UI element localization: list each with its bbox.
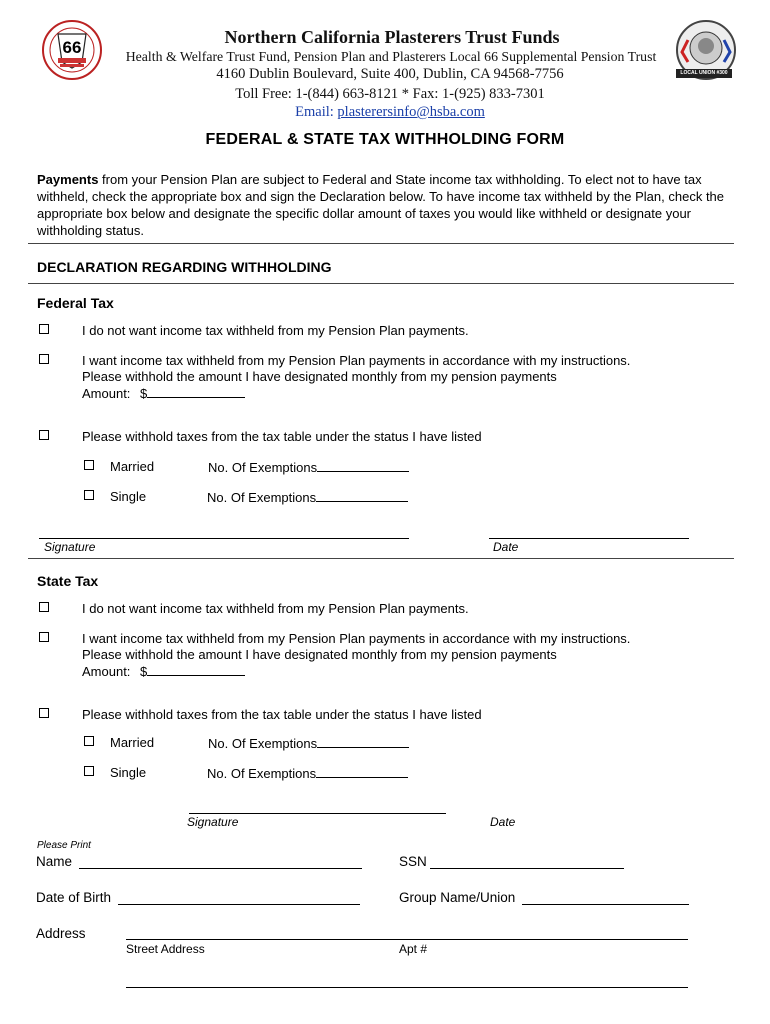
federal-married-label: Married	[110, 459, 155, 474]
federal-amount-row	[82, 385, 245, 402]
divider	[28, 558, 734, 559]
state-married-label: Married	[110, 735, 155, 750]
federal-married-exemptions	[208, 459, 409, 476]
exemptions-label: No. Of Exemptions	[208, 460, 318, 475]
federal-signature-label: Signature	[44, 540, 96, 554]
state-no-withhold-checkbox[interactable]	[39, 602, 49, 612]
state-date-label: Date	[490, 815, 516, 829]
name-input[interactable]	[79, 868, 362, 869]
ssn-label: SSN	[399, 854, 427, 869]
intro-body: from your Pension Plan are subject to Federal and State income tax withholding. To elect not to have tax withheld, check the appropriate box and sign the Declaration below. To have income tax withheld by the Plan, check the appropriate box below and designate the specific dollar amount of taxes you would like withheld or designate your withholding status.	[37, 172, 725, 238]
address-label: Address	[36, 926, 86, 941]
apt-label: Apt #	[399, 942, 428, 956]
state-want-withhold-checkbox[interactable]	[39, 632, 49, 642]
name-label: Name	[36, 854, 73, 869]
exemptions-label: No. Of Exemptions	[207, 766, 317, 781]
ssn-input[interactable]	[430, 868, 624, 869]
federal-tax-table-checkbox[interactable]	[39, 430, 49, 440]
state-married-checkbox[interactable]	[84, 736, 94, 746]
federal-date-line[interactable]	[489, 538, 689, 539]
state-want-withhold-label: I want income tax withheld from my Pension Plan payments in accordance with my instructions.	[82, 631, 631, 646]
divider	[28, 243, 734, 244]
federal-want-withhold-label: I want income tax withheld from my Pension Plan payments in accordance with my instructions.	[82, 353, 631, 368]
intro-paragraph	[37, 171, 737, 239]
funds-line: Health & Welfare Trust Fund, Pension Plan and Plasterers Local 66 Supplemental Pension Trust	[125, 49, 657, 64]
federal-signature-line[interactable]	[39, 538, 409, 539]
exemptions-label: No. Of Exemptions	[207, 490, 317, 505]
dob-input[interactable]	[118, 904, 360, 905]
federal-no-withhold-label: I do not want income tax withheld from my Pension Plan payments.	[82, 323, 469, 338]
org-name: Northern California Plasterers Trust Funds	[224, 27, 560, 47]
state-signature-label: Signature	[187, 815, 239, 829]
street-address-input[interactable]	[126, 939, 688, 940]
federal-date-label: Date	[493, 540, 519, 554]
federal-married-exemptions-input[interactable]	[317, 459, 409, 472]
state-want-withhold-detail: Please withhold the amount I have designated monthly from my pension payments	[82, 647, 557, 662]
right-logo-ribbon-text: LOCAL UNION #300	[680, 70, 728, 76]
state-amount-row	[82, 663, 245, 680]
state-single-exemptions-input[interactable]	[316, 765, 408, 778]
divider	[28, 283, 734, 284]
amount-label: Amount:	[82, 664, 131, 679]
federal-single-exemptions	[207, 489, 408, 506]
street-address-label: Street Address	[126, 942, 205, 956]
federal-tax-table-label: Please withhold taxes from the tax table under the status I have listed	[82, 429, 482, 444]
federal-married-checkbox[interactable]	[84, 460, 94, 470]
address-line: 4160 Dublin Boulevard, Suite 400, Dublin, CA 94568-7756	[216, 66, 564, 82]
federal-heading: Federal Tax	[37, 295, 114, 311]
group-input[interactable]	[522, 904, 689, 905]
email-link[interactable]: plasterersinfo@hsba.com	[337, 104, 485, 120]
federal-amount-input[interactable]	[147, 385, 245, 398]
state-married-exemptions-input[interactable]	[317, 735, 409, 748]
form-title: FEDERAL & STATE TAX WITHHOLDING FORM	[205, 131, 565, 148]
currency-symbol: $	[140, 386, 148, 401]
exemptions-label: No. Of Exemptions	[208, 736, 318, 751]
federal-single-exemptions-input[interactable]	[316, 489, 408, 502]
currency-symbol: $	[140, 664, 148, 679]
please-print-note: Please Print	[37, 840, 91, 851]
state-single-checkbox[interactable]	[84, 766, 94, 776]
address-line-2-input[interactable]	[126, 987, 688, 988]
intro-lead: Payments	[37, 172, 99, 187]
federal-want-withhold-detail: Please withhold the amount I have designated monthly from my pension payments	[82, 369, 557, 384]
group-label: Group Name/Union	[399, 890, 516, 905]
federal-want-withhold-checkbox[interactable]	[39, 354, 49, 364]
state-signature-line[interactable]	[189, 813, 446, 814]
state-married-exemptions	[208, 735, 409, 752]
state-single-exemptions	[207, 765, 408, 782]
federal-no-withhold-checkbox[interactable]	[39, 324, 49, 334]
federal-single-checkbox[interactable]	[84, 490, 94, 500]
letterhead	[0, 0, 770, 125]
federal-single-label: Single	[110, 489, 147, 504]
phone-line: Toll Free: 1-(844) 663-8121 * Fax: 1-(925) 833-7301	[235, 86, 545, 102]
amount-label: Amount:	[82, 386, 131, 401]
state-tax-table-label: Please withhold taxes from the tax table under the status I have listed	[82, 707, 482, 722]
declaration-heading: DECLARATION REGARDING WITHHOLDING	[37, 259, 332, 275]
email-label: Email:	[295, 104, 334, 120]
state-no-withhold-label: I do not want income tax withheld from my Pension Plan payments.	[82, 601, 469, 616]
email-line	[240, 104, 540, 121]
dob-label: Date of Birth	[36, 890, 112, 905]
state-amount-input[interactable]	[147, 663, 245, 676]
plasterers-66-logo-icon	[42, 20, 102, 80]
state-single-label: Single	[110, 765, 147, 780]
logo-number: 66	[62, 38, 82, 57]
right-logo-ribbon	[676, 69, 732, 78]
state-tax-table-checkbox[interactable]	[39, 708, 49, 718]
state-heading: State Tax	[37, 573, 99, 589]
